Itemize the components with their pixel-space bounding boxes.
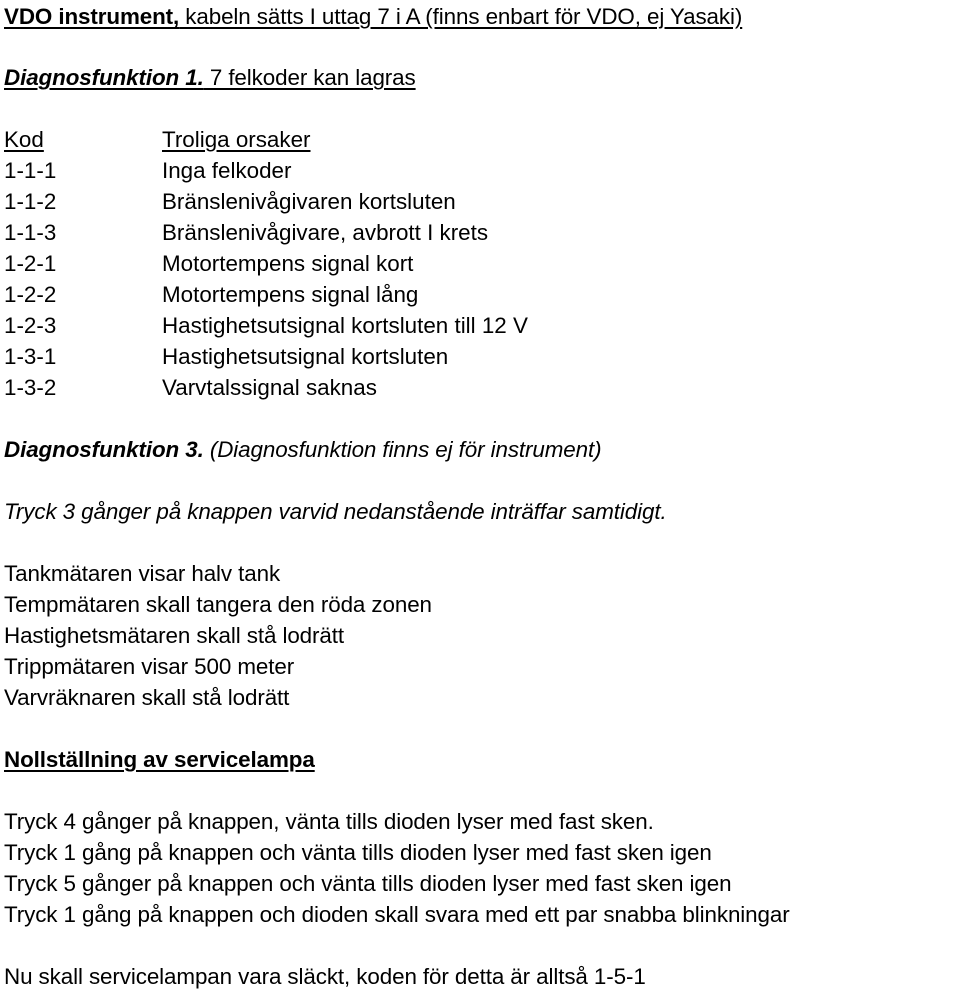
- fault-cause: Bränslenivågivare, avbrott I krets: [162, 220, 489, 245]
- list-item: Varvräknaren skall stå lodrätt: [4, 685, 290, 710]
- list-item: Tryck 1 gång på knappen och vänta tills dioden lyser med fast sken igen: [4, 840, 712, 865]
- table-row: [4, 158, 764, 184]
- diag1-note: 7 felkoder kan lagras: [203, 65, 416, 90]
- fault-code: 1-2-2: [4, 282, 57, 307]
- list-item: Hastighetsmätaren skall stå lodrätt: [4, 623, 344, 648]
- table-row: [4, 282, 764, 308]
- table-row: [4, 313, 764, 339]
- table-row: [4, 189, 764, 215]
- diag3-note: (Diagnosfunktion finns ej för instrument): [203, 437, 602, 462]
- diag1-heading: [4, 65, 416, 91]
- fault-cause: Bränslenivågivaren kortsluten: [162, 189, 456, 214]
- table-row: [4, 220, 764, 246]
- fault-code: 1-3-2: [4, 375, 57, 400]
- list-item: Tryck 5 gånger på knappen och vänta tills dioden lyser med fast sken igen: [4, 871, 732, 896]
- fault-cause: Motortempens signal kort: [162, 251, 414, 276]
- fault-code: 1-1-1: [4, 158, 57, 183]
- diag3-heading: [4, 437, 602, 463]
- diag1-title: Diagnosfunktion 1.: [4, 65, 204, 90]
- fault-code: 1-1-2: [4, 189, 57, 214]
- reset-conclusion: Nu skall servicelampan vara släckt, koden för detta är alltså 1-5-1: [4, 964, 646, 989]
- document-heading: [4, 4, 742, 30]
- list-item: Tempmätaren skall tangera den röda zonen: [4, 592, 432, 617]
- fault-table-header: [4, 127, 764, 153]
- fault-cause: Hastighetsutsignal kortsluten till 12 V: [162, 313, 528, 338]
- diag3-title: Diagnosfunktion 3.: [4, 437, 204, 462]
- table-row: [4, 344, 764, 370]
- list-item: Tankmätaren visar halv tank: [4, 561, 281, 586]
- fault-cause: Hastighetsutsignal kortsluten: [162, 344, 449, 369]
- reset-heading: Nollställning av servicelampa: [4, 747, 315, 772]
- column-header-code: Kod: [4, 127, 44, 152]
- table-row: [4, 251, 764, 277]
- heading-bold: VDO instrument,: [4, 4, 180, 29]
- fault-cause: Motortempens signal lång: [162, 282, 419, 307]
- fault-cause: Varvtalssignal saknas: [162, 375, 377, 400]
- fault-code: 1-3-1: [4, 344, 57, 369]
- heading-rest: kabeln sätts I uttag 7 i A (finns enbart för VDO, ej Yasaki): [179, 4, 743, 29]
- fault-code: 1-1-3: [4, 220, 57, 245]
- column-header-cause: Troliga orsaker: [162, 127, 311, 152]
- list-item: Tryck 4 gånger på knappen, vänta tills dioden lyser med fast sken.: [4, 809, 654, 834]
- list-item: Tryck 1 gång på knappen och dioden skall svara med ett par snabba blinkningar: [4, 902, 790, 927]
- table-row: [4, 375, 764, 401]
- fault-code: 1-2-1: [4, 251, 57, 276]
- fault-code: 1-2-3: [4, 313, 57, 338]
- diag3-instruction: Tryck 3 gånger på knappen varvid nedanstående inträffar samtidigt.: [4, 499, 667, 524]
- list-item: Trippmätaren visar 500 meter: [4, 654, 295, 679]
- fault-cause: Inga felkoder: [162, 158, 292, 183]
